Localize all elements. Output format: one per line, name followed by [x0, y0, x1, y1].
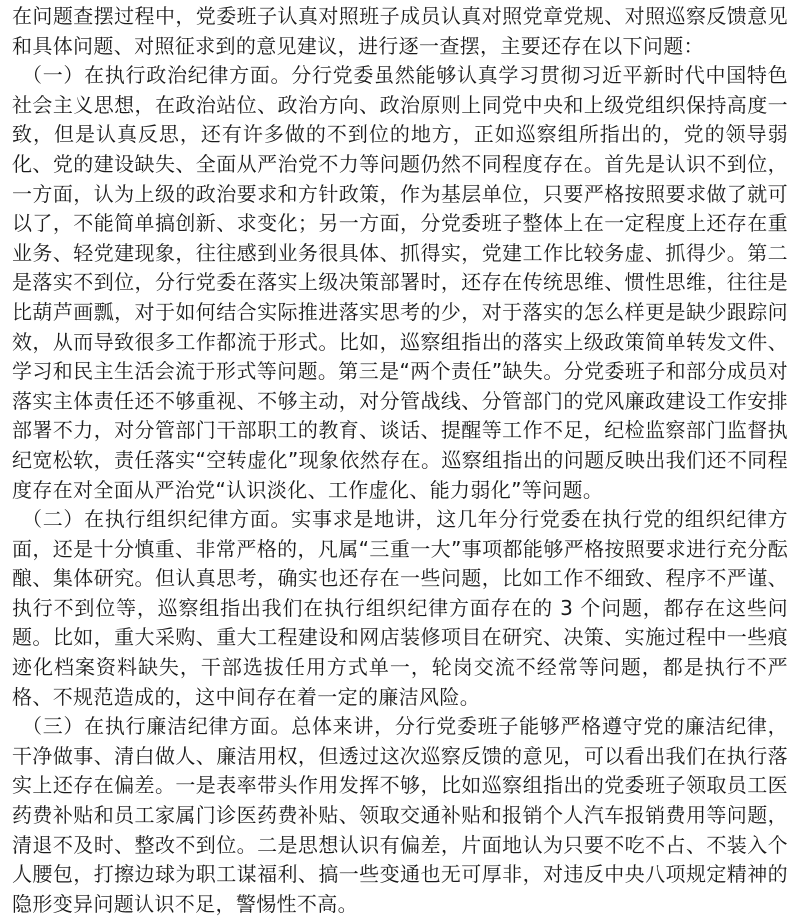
organizational-discipline-paragraph: （二）在执行组织纪律方面。实事求是地讲，这几年分行党委在执行党的组织纪律方面，还是十分慎重、非常严格的，凡属“三重一大”事项都能够严格按照要求进行充分酝酿、集体研究。但认真思考，确实也还存在一些问题，比如工作不细致、程序不严谨、执行不到位等，巡察组指出我们在执行组织纪律方面存在的 3 个问题，都存在这些问题。比如，重大采购、重大工程建设和网店装修项目在研究、决策、实施过程中一些痕迹化档案资料缺失，干部选拔任用方式单一，轮岗交流不经常等问题，都是执行不严格、不规范造成的，这中间存在着一定的廉洁风险。: [12, 507, 788, 709]
intro-paragraph: 在问题查摆过程中，党委班子认真对照班子成员认真对照党章党规、对照巡察反馈意见和具体问题、对照征求到的意见建议，进行逐一查摆，主要还存在以下问题：: [12, 4, 788, 58]
political-discipline-paragraph: （一）在执行政治纪律方面。分行党委虽然能够认真学习贯彻习近平新时代中国特色社会主义思想，在政治站位、政治方向、政治原则上同党中央和上级党组织保持高度一致，但是认真反思，还有许多做的不到位的地方，正如巡察组所指出的，党的领导弱化、党的建设缺失、全面从严治党不力等问题仍然不同程度存在。首先是认识不到位，一方面，认为上级的政治要求和方针政策，作为基层单位，只要严格按照要求做了就可以了，不能简单搞创新、求变化；另一方面，分党委班子整体上在一定程度上还存在重业务、轻党建现象，往往感到业务很具体、抓得实，党建工作比较务虚、抓得少。第二是落实不到位，分行党委在落实上级决策部署时，还存在传统思维、惯性思维，往往是比葫芦画瓢，对于如何结合实际推进落实思考的少，对于落实的怎么样更是缺少跟踪问效，从而导致很多工作都流于形式。比如，巡察组指出的落实上级政策简单转发文件、学习和民主生活会流于形式等问题。第三是“两个责任”缺失。分党委班子和部分成员对落实主体责任还不够重视、不够主动，对分管战线、分管部门的党风廉政建设工作安排部署不力，对分管部门干部职工的教育、谈话、提醒等工作不足，纪检监察部门监督执纪宽松软，责任落实“空转虚化”现象依然存在。巡察组指出的问题反映出我们还不同程度存在对全面从严治党“认识淡化、工作虚化、能力弱化”等问题。: [12, 63, 788, 502]
integrity-discipline-paragraph: （三）在执行廉洁纪律方面。总体来讲，分行党委班子能够严格遵守党的廉洁纪律，干净做事、清白做人、廉洁用权，但透过这次巡察反馈的意见，可以看出我们在执行落实上还存在偏差。一是表率带头作用发挥不够，比如巡察组指出的党委班子领取员工医药费补贴和员工家属门诊医药费补贴、领取交通补贴和报销个人汽车报销费用等问题，清退不及时、整改不到位。二是思想认识有偏差，片面地认为只要不吃不占、不装入个人腰包，打擦边球为职工谋福利、搞一些变通也无可厚非，对违反中央八项规定精神的隐形变异问题认识不足，警惕性不高。: [12, 714, 788, 916]
